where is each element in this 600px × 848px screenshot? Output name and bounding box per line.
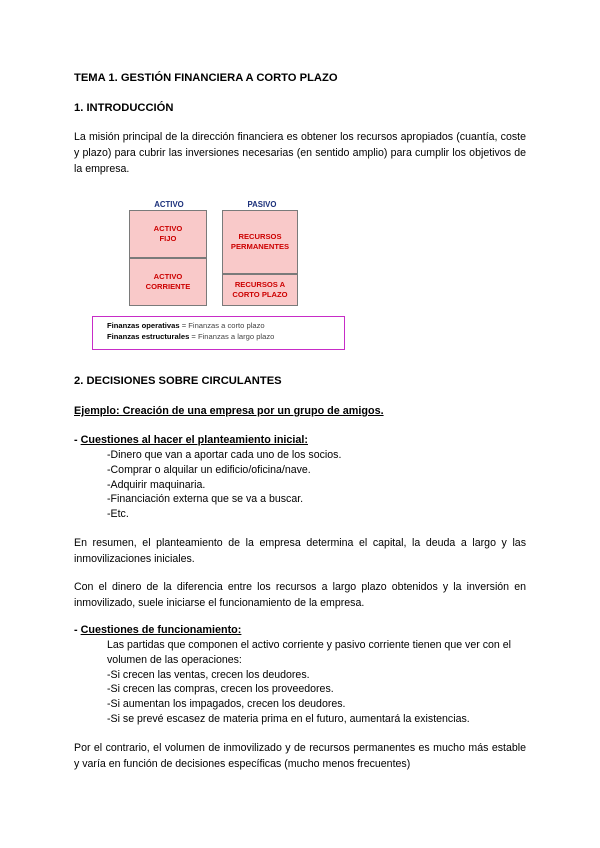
- section-1-heading: 1. INTRODUCCIÓN: [74, 102, 174, 114]
- money-paragraph: Con el dinero de la diferencia entre los recursos a largo plazo obtenidos y la inversión en inmovilizado, suele iniciarse el funcionamiento de la empresa.: [74, 581, 526, 609]
- initial-questions-heading: - Cuestiones al hacer el planteamiento inicial:: [74, 434, 309, 446]
- recursos-permanentes-box: [222, 210, 298, 274]
- recursos-corto-plazo-label: RECURSOS A CORTO PLAZO: [232, 280, 288, 299]
- list-item: -Si aumentan los impagados, crecen los deudores.: [107, 698, 346, 711]
- activo-corriente-box: [129, 258, 207, 306]
- list-item: -Si crecen las compras, crecen los proveedores.: [107, 683, 334, 696]
- example-heading: Ejemplo: Creación de una empresa por un grupo de amigos.: [74, 405, 384, 417]
- operation-intro: Las partidas que componen el activo corriente y pasivo corriente tienen que ver con el volumen de las operaciones:: [107, 639, 511, 666]
- activo-header: ACTIVO: [154, 200, 184, 209]
- list-item: -Dinero que van a aportar cada uno de los socios.: [107, 449, 342, 461]
- list-item: -Comprar o alquilar un edificio/oficina/nave.: [107, 463, 311, 476]
- finance-legend: [92, 316, 345, 350]
- list-item: -Si se prevé escasez de materia prima en el futuro, aumentará la existencias.: [107, 712, 470, 725]
- balance-diagram: [129, 196, 309, 308]
- list-item: -Si crecen las ventas, crecen los deudores.: [107, 668, 310, 681]
- pasivo-header: PASIVO: [247, 200, 277, 209]
- summary-paragraph: En resumen, el planteamiento de la empresa determina el capital, la deuda a largo y las inmovilizaciones iniciales.: [74, 537, 526, 565]
- initial-questions-list: [107, 448, 341, 522]
- operation-questions-list: [107, 638, 526, 727]
- activo-fijo-label: ACTIVO FIJO: [153, 224, 183, 243]
- activo-corriente-label: ACTIVO CORRIENTE: [145, 272, 191, 291]
- recursos-corto-plazo-box: [222, 274, 298, 306]
- activo-fijo-box: [129, 210, 207, 258]
- list-item: -Financiación externa que se va a buscar.: [107, 493, 304, 506]
- legend-line-2: Finanzas estructurales = Finanzas a largo plazo: [107, 332, 275, 341]
- operation-questions-heading: - Cuestiones de funcionamiento:: [74, 624, 242, 636]
- legend-line-1: Finanzas operativas = Finanzas a corto plazo: [107, 321, 265, 330]
- document-title: TEMA 1. GESTIÓN FINANCIERA A CORTO PLAZO: [74, 72, 338, 84]
- section-2-heading: 2. DECISIONES SOBRE CIRCULANTES: [74, 375, 282, 387]
- intro-paragraph: La misión principal de la dirección financiera es obtener los recursos apropiados (cuantía, coste y plazo) para cubrir las inversiones necesarias (en sentido amplio) para cumplir los objetivos de la empresa.: [74, 131, 526, 175]
- recursos-permanentes-label: RECURSOS PERMANENTES: [230, 232, 290, 251]
- contrast-paragraph: Por el contrario, el volumen de inmovilizado y de recursos permanentes es mucho más estable y varía en función de decisiones específicas (mucho menos frecuentes): [74, 742, 526, 770]
- list-item: -Etc.: [107, 508, 129, 521]
- list-item: -Adquirir maquinaria.: [107, 478, 206, 491]
